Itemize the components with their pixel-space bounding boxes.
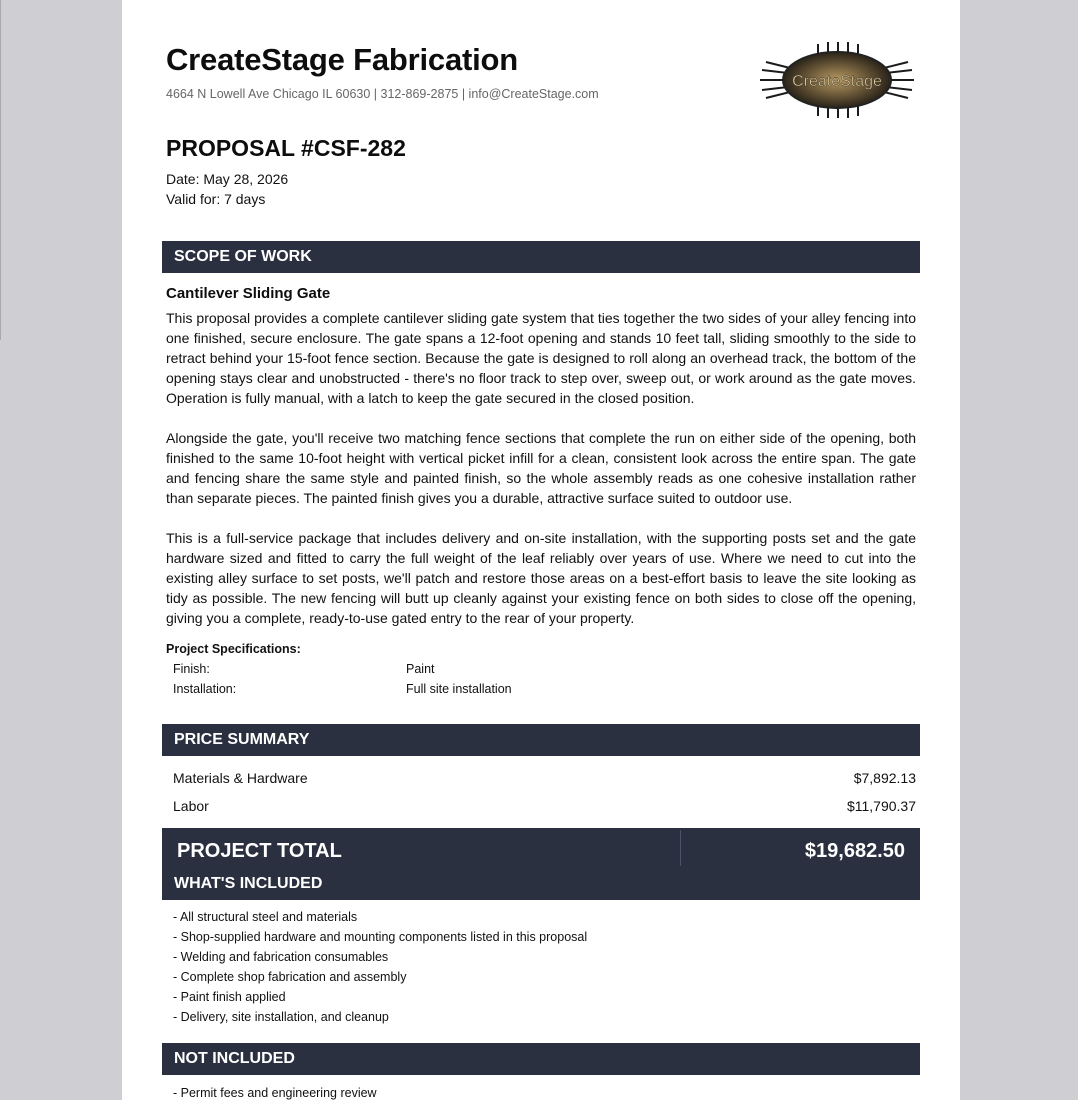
included-item: - Delivery, site installation, and cleanup xyxy=(173,1010,389,1024)
specs-title: Project Specifications: xyxy=(166,642,301,656)
project-total-box xyxy=(162,828,920,900)
spec-value: Paint xyxy=(406,662,435,676)
viewer-edge xyxy=(0,0,1,340)
scope-item-title: Cantilever Sliding Gate xyxy=(166,285,331,302)
project-total-label: PROJECT TOTAL xyxy=(177,840,342,862)
included-item: - Shop-supplied hardware and mounting components listed in this proposal xyxy=(173,930,588,944)
included-item: - All structural steel and materials xyxy=(173,910,358,924)
not-included-item: - Permit fees and engineering review xyxy=(173,1086,377,1100)
scope-paragraph-1: This proposal provides a complete cantilever sliding gate system that ties together the two sides of your alley fencing into one finished, secure enclosure. The gate spans a 12-foot opening and stands 10 feet tall, sliding smoothly to the side to retract behind your 15-foot fence section. Because the gate is designed to roll along an overhead track, the bottom of the opening stays clear and unobstructed - there's no floor track to step over, sweep out, or work around as the gate moves. Operation is fully manual, with a latch to keep the gate secured in the closed position. xyxy=(166,310,916,406)
proposal-validity: Valid for: 7 days xyxy=(166,191,266,207)
price-line-value: $7,892.13 xyxy=(853,770,916,786)
included-header: WHAT'S INCLUDED xyxy=(174,875,323,892)
scope-paragraph-3: This is a full-service package that includes delivery and on-site installation, with the supporting posts set and the gate hardware sized and fitted to carry the full weight of the leaf reliably over years of use. Where we need to cut into the existing alley surface to set posts, we'll patch and restore those areas on a best-effort basis to leave the site looking as tidy as possible. The new fencing will butt up cleanly against your existing fence on both sides to close off the opening, giving you a complete, ready-to-use gated entry to the rear of your property. xyxy=(166,530,916,626)
company-name: CreateStage Fabrication xyxy=(166,42,519,77)
proposal-number: PROPOSAL #CSF-282 xyxy=(166,135,406,161)
scope-paragraph-2: Alongside the gate, you'll receive two matching fence sections that complete the run on either side of the opening, both finished to the same 10-foot height with vertical picket infill for a clean, consistent look across the entire span. The gate and fencing share the same style and painted finish, so the whole assembly reads as one cohesive installation rather than separate pieces. The painted finish gives you a durable, attractive surface suited to outdoor use. xyxy=(166,430,916,506)
price-line-label: Labor xyxy=(173,798,209,814)
total-divider xyxy=(680,830,681,866)
price-line-label: Materials & Hardware xyxy=(173,770,308,786)
spec-value: Full site installation xyxy=(406,682,512,696)
scope-header: SCOPE OF WORK xyxy=(162,241,920,273)
proposal-date: Date: May 28, 2026 xyxy=(166,171,289,187)
not-included-header: NOT INCLUDED xyxy=(162,1043,920,1075)
spec-label: Finish: xyxy=(173,662,210,676)
logo-text: CreateStage xyxy=(792,73,882,90)
included-item: - Complete shop fabrication and assembly xyxy=(173,970,407,984)
price-line-value: $11,790.37 xyxy=(846,798,916,814)
included-item: - Paint finish applied xyxy=(173,990,286,1004)
spec-label: Installation: xyxy=(173,682,237,696)
price-header: PRICE SUMMARY xyxy=(162,724,920,756)
company-contact: 4664 N Lowell Ave Chicago IL 60630 | 312-869-2875 | info@CreateStage.com xyxy=(166,87,599,101)
project-total-value: $19,682.50 xyxy=(804,840,905,862)
included-item: - Welding and fabrication consumables xyxy=(173,950,389,964)
company-logo xyxy=(758,40,916,120)
proposal-page xyxy=(122,0,960,1100)
